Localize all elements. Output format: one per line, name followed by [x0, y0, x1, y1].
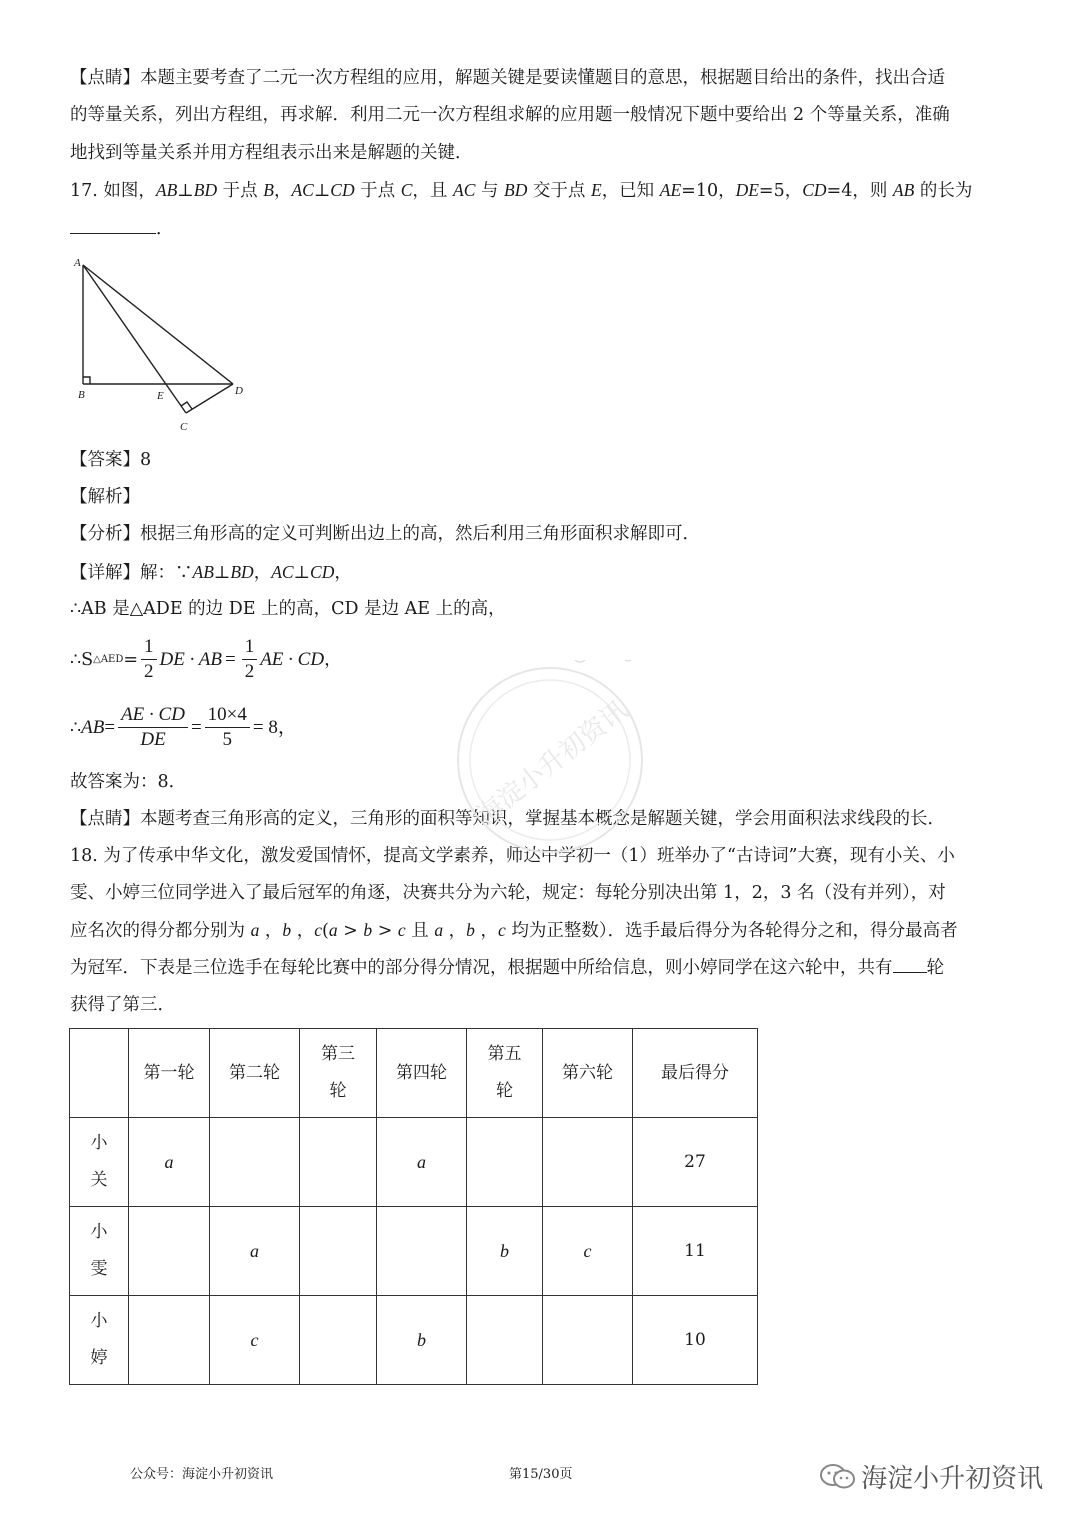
table-cell: a — [377, 1118, 467, 1207]
blank-line — [893, 956, 927, 973]
table-cell — [300, 1207, 377, 1296]
right-angle-b — [83, 377, 90, 384]
row-name-cell: 小 关 — [70, 1118, 129, 1207]
brand-name: 海淀小升初资讯 — [861, 1464, 1044, 1494]
q17-fenxi: 【分析】根据三角形高的定义可判断出边上的高，然后利用三角形面积求解即可． — [70, 524, 700, 544]
fraction-half: $\frac{1}{2}$ — [141, 636, 157, 683]
table-cell — [467, 1118, 543, 1207]
segment-ac — [83, 265, 186, 413]
segment-cd — [186, 384, 233, 413]
table-cell — [467, 1296, 543, 1385]
q17-answer: 【答案】8 — [70, 450, 152, 470]
fraction-half-2: $\frac{1}{2}$ — [242, 636, 258, 683]
fraction-ae-cd-de: $\frac{AE \cdot CD}{DE}$ — [118, 704, 188, 751]
q17-ab-formula: ∴ AB = $\frac{AE \cdot CD}{DE}$ = $\frac{10\times 4}{5}$ = 8， — [70, 704, 297, 750]
note-line-3: 地找到等量关系并用方程组表示出来是解题的关键． — [70, 143, 473, 163]
wechat-icon — [820, 1463, 856, 1491]
table-cell — [210, 1118, 300, 1207]
q17-answer-blank: ． — [70, 217, 174, 240]
blank-line — [70, 217, 156, 234]
table-header-row — [70, 1029, 758, 1118]
table-corner-cell — [70, 1029, 129, 1118]
row-name-cell: 小 婷 — [70, 1296, 129, 1385]
q18-line-3: 应名次的得分都分别为 a ，b ，c(a > b > c 且 a ，b ，c 均为正整数）．选手最后得分为各轮得分之和，得分最高者 — [70, 920, 958, 941]
table-header-cell: 第一轮 — [129, 1029, 210, 1118]
label-d: D — [235, 385, 243, 397]
label-c: C — [180, 421, 188, 433]
table-header-cell: 第六轮 — [543, 1029, 633, 1118]
segment-ad — [83, 265, 233, 384]
table-row — [70, 1118, 758, 1207]
row-name-cell: 小 雯 — [70, 1207, 129, 1296]
table-cell — [129, 1207, 210, 1296]
label-e: E — [157, 390, 164, 402]
table-header-cell: 最后得分 — [633, 1029, 758, 1118]
watermark-stamp — [450, 660, 650, 860]
table-cell: b — [377, 1296, 467, 1385]
table-cell — [543, 1296, 633, 1385]
q17-final: 故答案为：8． — [70, 772, 187, 792]
table-cell — [543, 1118, 633, 1207]
score-table — [69, 1028, 758, 1385]
note-line-1: 【点睛】本题主要考查了二元一次方程组的应用，解题关键是要读懂题目的意思，根据题目给出的条件，找出合适 — [70, 68, 945, 88]
note-line-2: 的等量关系，列出方程组，再求解．利用二元一次方程组求解的应用题一般情况下题中要给出 2 个等量关系，准确 — [70, 105, 950, 125]
q18-line-4: 为冠军．下表是三位选手在每轮比赛中的部分得分情况，根据题中所给信息，则小婷同学在这六轮中，共有 轮 — [70, 958, 944, 978]
label-b: B — [78, 389, 85, 401]
fraction-10x4-5: $\frac{10\times 4}{5}$ — [205, 704, 250, 751]
q17-triangle-figure — [66, 250, 266, 440]
table-cell — [300, 1118, 377, 1207]
table-header-cell: 第二轮 — [210, 1029, 300, 1118]
table-cell — [300, 1296, 377, 1385]
q17-stem: 17. 如图，AB⊥BD 于点 B，AC⊥CD 于点 C，且 AC 与 BD 交于点 E，已知 AE=10，DE=5，CD=4，则 AB 的长为 — [70, 180, 973, 201]
q17-area-formula: ∴S △AED = $\frac{1}{2}$ DE · AB = $\frac{1}{2}$ AE · CD ， — [70, 636, 342, 682]
table-cell: c — [543, 1207, 633, 1296]
table-row — [70, 1296, 758, 1385]
table-header-cell: 第五 轮 — [467, 1029, 543, 1118]
table-cell: c — [210, 1296, 300, 1385]
table-cell-score: 11 — [633, 1207, 758, 1296]
table-cell — [377, 1207, 467, 1296]
table-header-cell: 第三 轮 — [300, 1029, 377, 1118]
table-cell: a — [210, 1207, 300, 1296]
table-cell-score: 27 — [633, 1118, 758, 1207]
table-cell-score: 10 — [633, 1296, 758, 1385]
q17-detail: 【详解】解：∵AB⊥BD，AC⊥CD， — [70, 562, 352, 583]
footer-page-number: 第15/30页 — [509, 1467, 573, 1482]
q18-line-2: 雯、小婷三位同学进入了最后冠军的角逐，决赛共分为六轮，规定：每轮分别决出第 1，2，3 名（没有并列），对 — [70, 883, 946, 903]
q17-analysis-title: 【解析】 — [70, 487, 140, 507]
q18-line-1: 18. 为了传承中华文化，激发爱国情怀，提高文学素养，师达中学初一（1）班举办了“古诗词”大赛，现有小关、小 — [70, 846, 955, 866]
table-row — [70, 1207, 758, 1296]
table-header-cell: 第四轮 — [377, 1029, 467, 1118]
wechat-brand — [820, 1458, 1043, 1495]
table-cell — [129, 1296, 210, 1385]
footer-account: 公众号：海淀小升初资讯 — [130, 1467, 274, 1482]
table-cell: b — [467, 1207, 543, 1296]
q18-line-5: 获得了第三． — [70, 995, 175, 1015]
q17-line2: ∴AB 是△ADE 的边 DE 上的高，CD 是边 AE 上的高， — [70, 599, 506, 619]
label-a: A — [74, 257, 81, 269]
table-cell: a — [129, 1118, 210, 1207]
q17-dianjing: 【点睛】本题考查三角形高的定义，三角形的面积等知识，掌握基本概念是解题关键，学会用面积法求线段的长． — [70, 809, 945, 829]
svg-text:海淀小升初资讯: 海淀小升初资讯 — [471, 695, 634, 832]
